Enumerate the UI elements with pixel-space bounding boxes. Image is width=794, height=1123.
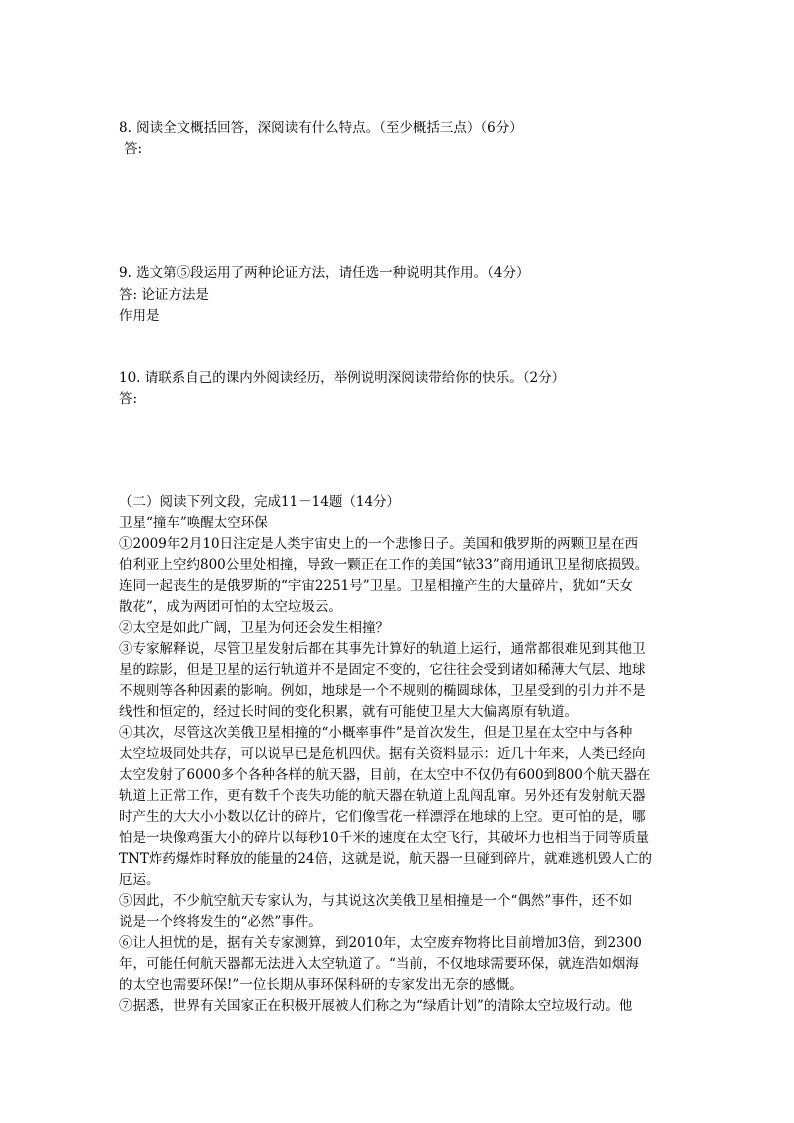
section-2-heading: （二）阅读下列文段，完成11－14题（14分） (119, 494, 401, 510)
passage-line: 怕是一块像鸡蛋大小的碎片以每秒10千米的速度在太空飞行，其破坏力也相当于同等质量 (119, 830, 650, 846)
passage-line: 散花”，成为两团可怕的太空垃圾云。 (119, 599, 342, 615)
question-9-answer-method: 答: 论证方法是 (119, 287, 209, 303)
passage-line: 的太空也需要环保!”一位长期从事环保科研的专家发出无奈的感慨。 (119, 977, 523, 993)
question-8-answer-label: 答: (124, 141, 143, 157)
passage-line: 线性和恒定的，经过长时间的变化积累，就有可能使卫星大大偏离原有轨道。 (119, 704, 578, 720)
question-9-prompt: 9. 选文第⑤段运用了两种论证方法，请任选一种说明其作用。（4分） (119, 265, 530, 281)
passage-line: 连同一起丧生的是俄罗斯的“宇宙2251号”卫星。卫星相撞产生的大量碎片，犹如“天女 (119, 578, 634, 594)
question-10-prompt: 10. 请联系自己的课内外阅读经历，举例说明深阅读带给你的快乐。（2分） (119, 370, 566, 386)
passage-line: TNT炸药爆炸时释放的能量的24倍，这就是说，航天器一旦碰到碎片，就难逃机毁人亡的 (119, 851, 652, 867)
passage-line: ⑥让人担忧的是，据有关专家测算，到2010年，太空废弃物将比目前增加3倍，到2300 (119, 935, 642, 951)
passage-line: ①2009年2月10日注定是人类宇宙史上的一个悲惨日子。美国和俄罗斯的两颗卫星在西 (119, 536, 639, 552)
passage-line: 不规则等各种因素的影响。例如，地球是一个不规则的椭圆球体，卫星受到的引力并不是 (119, 683, 646, 699)
passage-line: 年，可能任何航天器都无法进入太空轨道了。“当前，不仅地球需要环保，就连浩如烟海 (119, 956, 639, 972)
passage-line: 轨道上正常工作，更有数千个丧失功能的航天器在轨道上乱闯乱窜。另外还有发射航天器 (119, 788, 646, 804)
passage-line: 太空发射了6000多个各种各样的航天器，目前，在太空中不仅仍有600到800个航天器在 (119, 767, 651, 783)
question-8-prompt: 8. 阅读全文概括回答，深阅读有什么特点。（至少概括三点）（6分） (119, 120, 523, 136)
passage-line: ⑦据悉，世界有关国家正在积极开展被人们称之为“绿盾计划”的清除太空垃圾行动。他 (119, 998, 633, 1014)
passage-line: 说是一个终将发生的“必然”事件。 (119, 914, 322, 930)
passage-line: 厄运。 (119, 872, 160, 888)
passage-line: ②太空是如此广阔，卫星为何还会发生相撞？ (119, 620, 389, 636)
passage-line: ④其次，尽管这次美俄卫星相撞的“小概率事件”是首次发生，但是卫星在太空中与各种 (119, 725, 633, 741)
passage-line: 星的踪影，但是卫星的运行轨道并不是固定不变的，它往往会受到诸如稀薄大气层、地球 (119, 662, 646, 678)
passage-line: 时产生的大大小小数以亿计的碎片，它们像雪花一样漂浮在地球的上空。更可怕的是，哪 (119, 809, 646, 825)
passage-line: ⑤因此，不少航空航天专家认为，与其说这次美俄卫星相撞是一个“偶然”事件，还不如 (119, 893, 633, 909)
question-10-answer-label: 答: (119, 391, 138, 407)
question-9-answer-effect: 作用是 (119, 308, 160, 324)
passage-line: 太空垃圾同处共存，可以说早已是危机四伏。据有关资料显示：近几十年来，人类已经向 (119, 746, 646, 762)
passage-line: 伯利亚上空约800公里处相撞，导致一颗正在工作的美国“铱33”商用通讯卫星彻底损毁。 (119, 557, 649, 573)
passage-line: ③专家解释说，尽管卫星发射后都在其事先计算好的轨道上运行，通常都很难见到其他卫 (119, 641, 646, 657)
passage-title: 卫星“撞车”唤醒太空环保 (119, 515, 268, 531)
